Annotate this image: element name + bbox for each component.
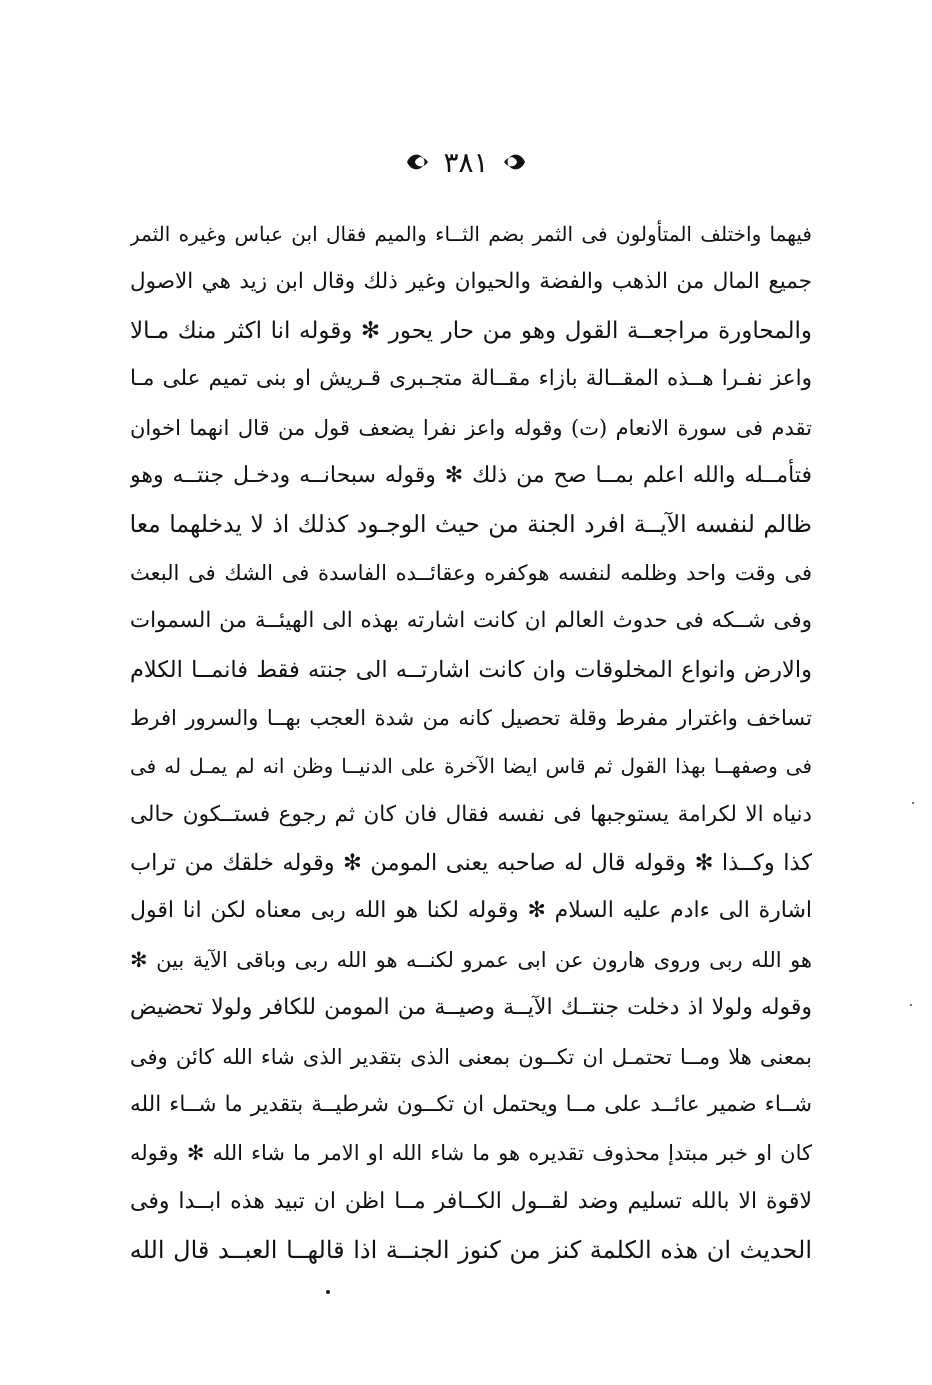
text-line: فى وصفهــا بهذا القول ثم قاس ايضا الآخرة على الدنيــا وظن انه لم يمـل له فى xyxy=(130,754,812,779)
text-line: اشارة الى ءادم عليه السلام ✻ وقوله لكنا هو الله ربى معناه لكن انا اقول xyxy=(130,898,812,924)
ornament-icon xyxy=(503,149,529,175)
text-line: كذا وكــذا ✻ وقوله قال له صاحبه يعنى المومن ✻ وقوله خلقك من تراب xyxy=(130,850,812,877)
text-line: دنياه الا لكرامة يستوجبها فى نفسه فقال فان كان ثم رجوع فستــكون حالى xyxy=(130,801,812,827)
text-line: كان او خبر مبتدإ محذوف تقديره هو ما شاء الله او الامر ما شاء الله ✻ وقوله xyxy=(130,1141,812,1166)
text-line: هو الله ربى وروى هارون عن ابى عمرو لكنــه هو الله ربى وباقى الآية بين ✻ xyxy=(130,947,812,972)
page-number: ٣٨١ xyxy=(443,145,489,179)
ornament-icon xyxy=(403,149,429,175)
text-line: ظالم لنفسه الآيــة افرد الجنة من حيث الوجـود كذلك اذ لا يدخلهما معا xyxy=(130,510,812,539)
text-line: فى وقت واحد وظلمه لنفسه هوكفره وعقائــده الفاسدة فى الشك فى البعث xyxy=(130,560,812,585)
text-line: بمعنى هلا ومــا تحتمـل ان تكــون بمعنى الذى بتقدير الذى شاء الله كائن وفى xyxy=(130,1044,812,1069)
body-text xyxy=(130,210,812,1275)
page-header xyxy=(0,140,932,184)
ink-speck xyxy=(910,1004,912,1006)
text-line: وفى شــكه فى حدوث العالم ان كانت اشارته بهذه الى الهيئــة من السموات xyxy=(130,608,812,634)
text-line: جميع المال من الذهب والفضة والحيوان وغير ذلك وقال ابن زيد هي الاصول xyxy=(130,269,812,295)
text-line: والمحاورة مراجعــة القول وهو من حار يحور ✻ وقوله انا اكثر منك مـالا xyxy=(130,317,812,344)
text-line: واعز نفـرا هــذه المقــالة بازاء مقــالة متجـبرى قـريش او بنى تميم على مـا xyxy=(130,366,812,392)
text-line: فتأمــله والله اعلم بمــا صح من ذلك ✻ وقوله سبحانــه ودخـل جنتــه وهو xyxy=(130,462,812,488)
text-line: والارض وانواع المخلوقات وان كانت اشارتــه الى جنته فقط فانمــا الكلام xyxy=(130,656,812,683)
text-line: تساخف واغترار مفرط وقلة تحصيل كانه من شدة العجب بهــا والسرور افرط xyxy=(130,705,812,730)
ink-dot xyxy=(326,1290,330,1294)
ink-speck xyxy=(912,802,914,804)
text-line: شــاء ضمير عائــد على مــا ويحتمل ان تكــون شرطيــة بتقدير ما شــاء الله xyxy=(130,1092,812,1118)
text-line: لاقوة الا بالله تسليم وضد لقــول الكــافر مــا اظن ان تبيد هذه ابــدا وفى xyxy=(130,1188,812,1214)
text-line: فيهما واختلف المتأولون فى الثمر بضم الثــاء والميم فقال ابن عباس وغيره الثمر xyxy=(130,222,812,246)
text-line: الحديث ان هذه الكلمة كنز من كنوز الجنــة اذا قالهــا العبــد قال الله xyxy=(130,1236,812,1265)
text-line: وقوله ولولا اذ دخلت جنتــك الآيــة وصيــة من المومن للكافر ولولا تحضيض xyxy=(130,995,812,1021)
text-line: تقدم فى سورة الانعام (ت) وقوله واعز نفرا يضعف قول من قال انهما اخوان xyxy=(130,415,812,440)
